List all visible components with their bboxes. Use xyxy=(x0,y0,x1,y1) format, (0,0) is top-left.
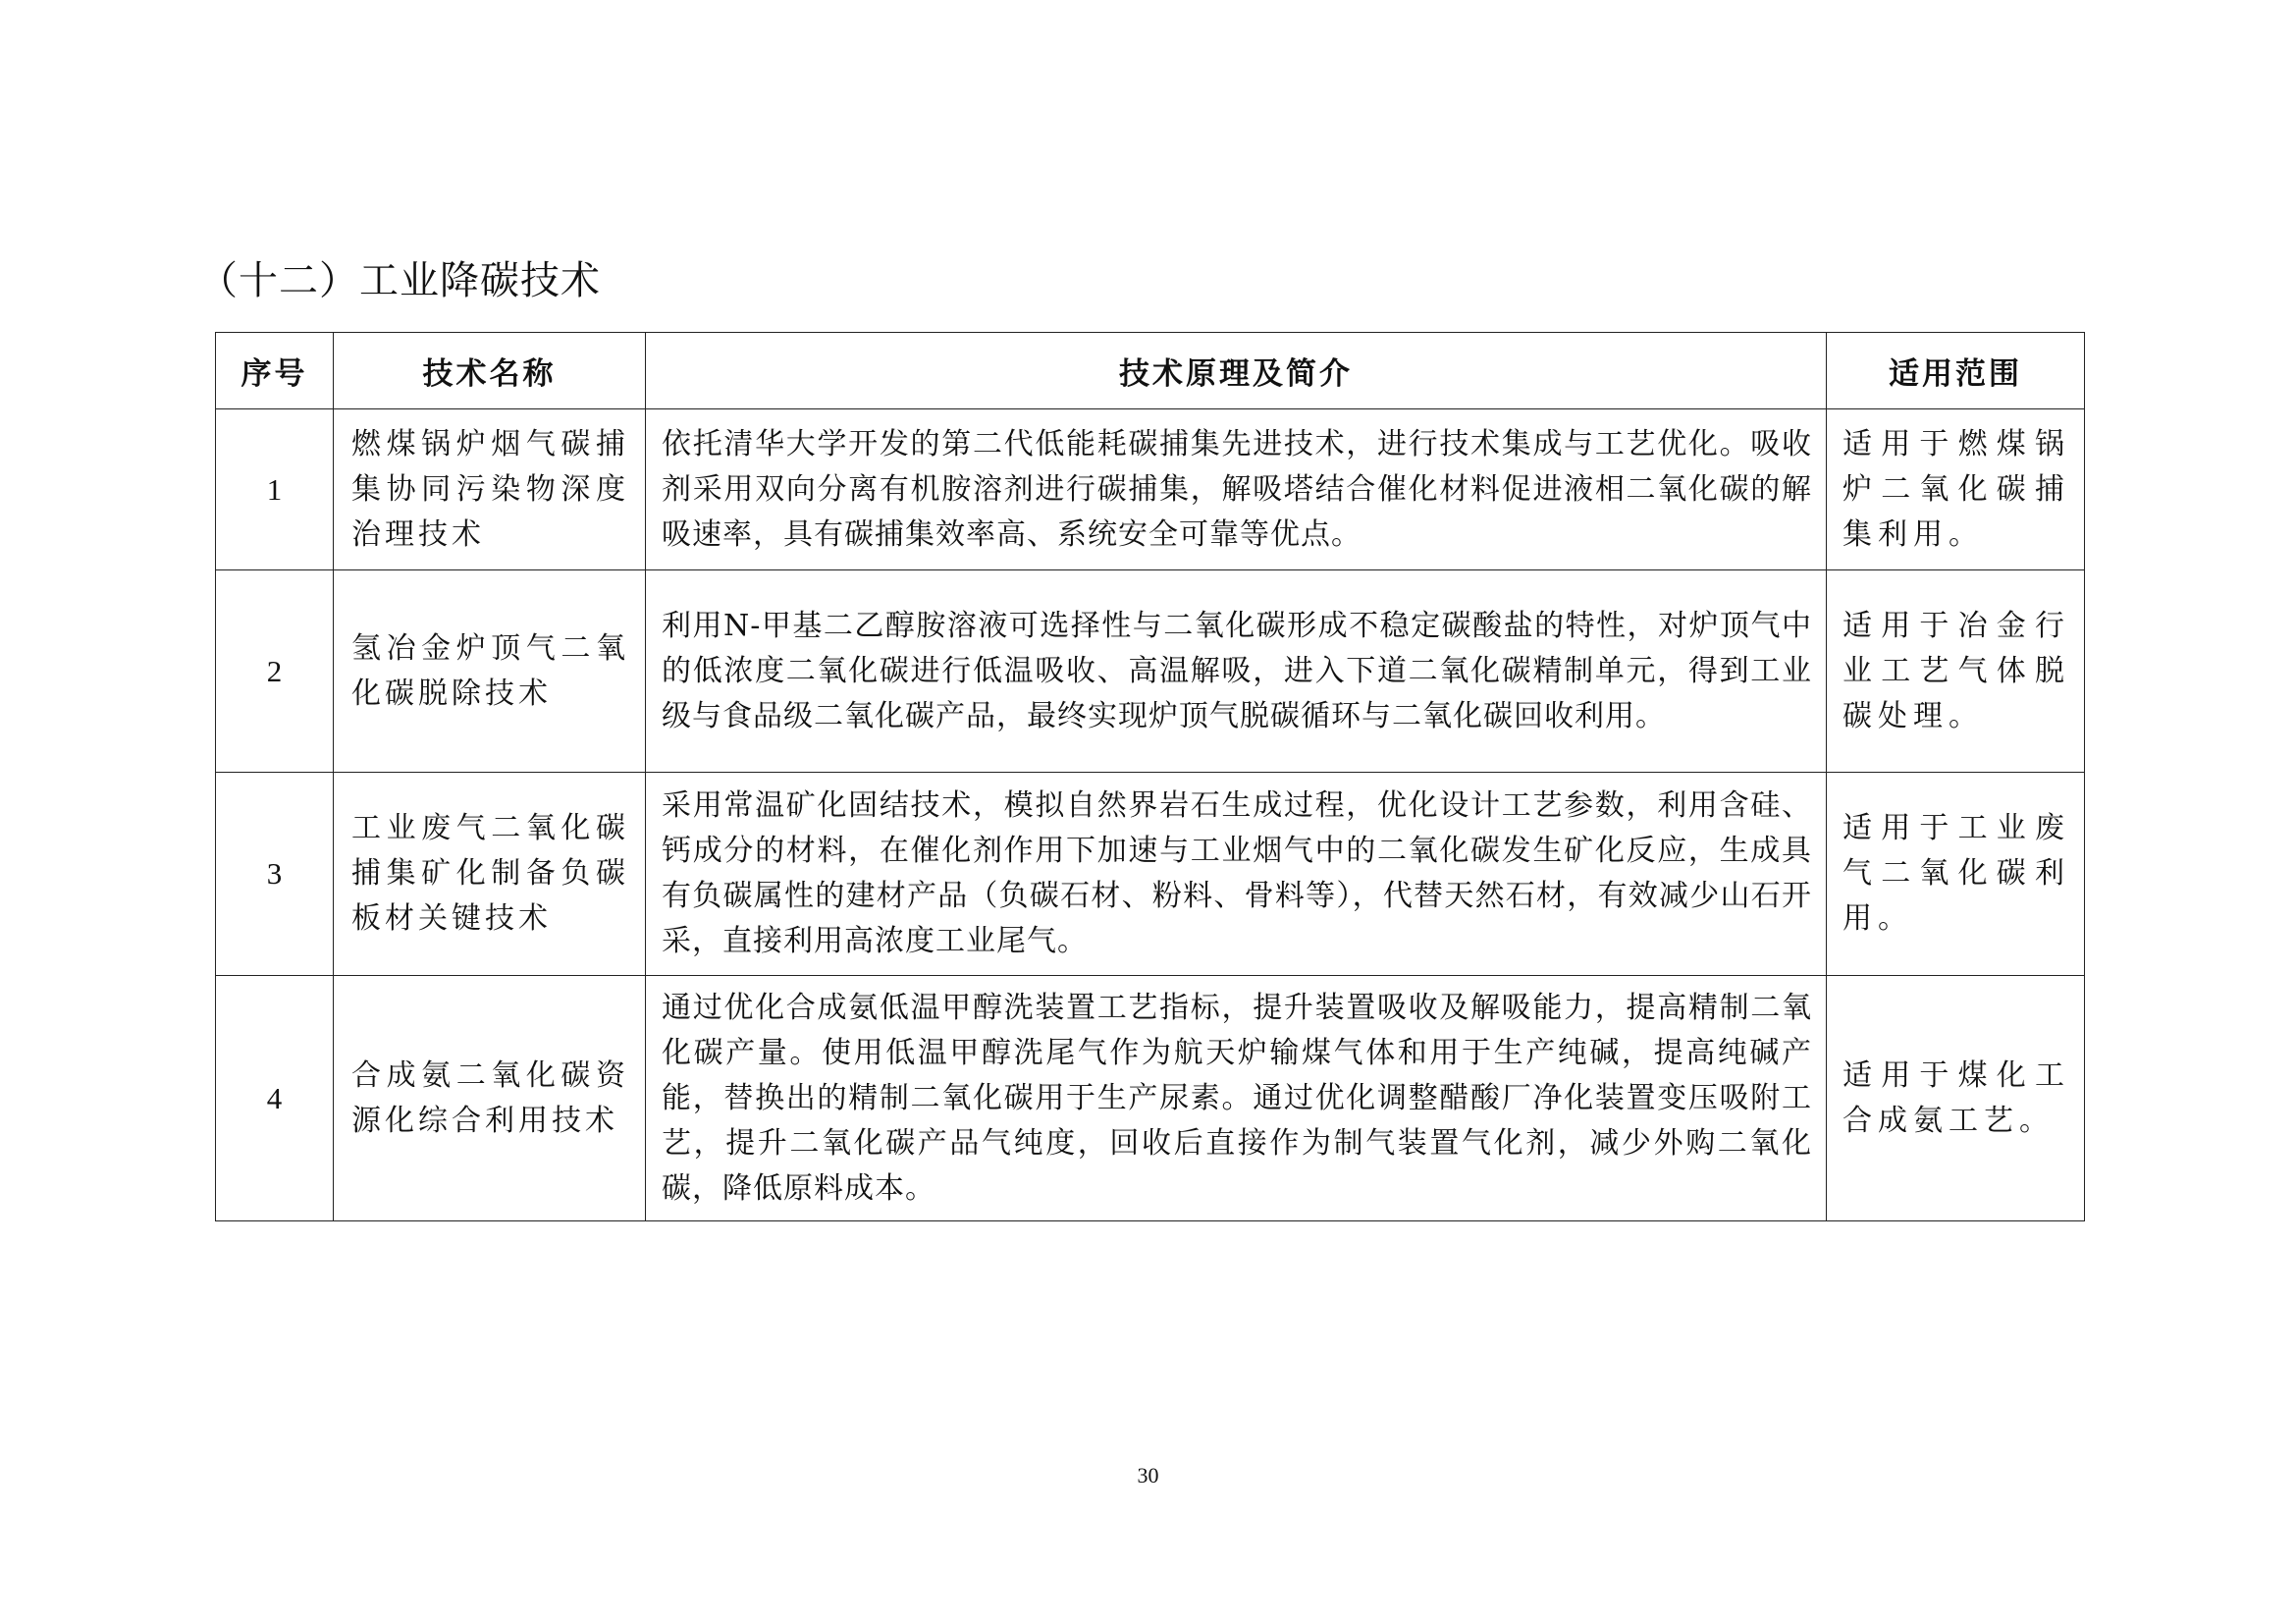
section-title: （十二）工业降碳技术 xyxy=(198,258,601,303)
technology-table xyxy=(215,332,2085,1221)
cell-desc: 采用常温矿化固结技术，模拟自然界岩石生成过程，优化设计工艺参数，利用含硅、钙成分的材料，在催化剂作用下加速与工业烟气中的二氧化碳发生矿化反应，生成具有负碳属性的建材产品（负碳石材、粉料、骨料等），代替天然石材，有效减少山石开采，直接利用高浓度工业尾气。 xyxy=(646,773,1827,976)
cell-name: 氢冶金炉顶气二氧化碳脱除技术 xyxy=(334,570,646,773)
page-number: 30 xyxy=(1137,1463,1159,1488)
cell-name: 燃煤锅炉烟气碳捕集协同污染物深度治理技术 xyxy=(334,409,646,570)
cell-name: 工业废气二氧化碳捕集矿化制备负碳板材关键技术 xyxy=(334,773,646,976)
cell-scope: 适用于工业废气二氧化碳利用。 xyxy=(1827,773,2085,976)
table-header-row xyxy=(216,333,2085,409)
cell-scope: 适用于煤化工合成氨工艺。 xyxy=(1827,976,2085,1221)
header-seq: 序号 xyxy=(216,333,334,409)
cell-seq: 3 xyxy=(216,773,334,976)
header-scope: 适用范围 xyxy=(1827,333,2085,409)
cell-scope: 适用于冶金行业工艺气体脱碳处理。 xyxy=(1827,570,2085,773)
table-row xyxy=(216,570,2085,773)
cell-name: 合成氨二氧化碳资源化综合利用技术 xyxy=(334,976,646,1221)
table-row xyxy=(216,976,2085,1221)
cell-desc: 利用N-甲基二乙醇胺溶液可选择性与二氧化碳形成不稳定碳酸盐的特性，对炉顶气中的低浓度二氧化碳进行低温吸收、高温解吸，进入下道二氧化碳精制单元，得到工业级与食品级二氧化碳产品，最终实现炉顶气脱碳循环与二氧化碳回收利用。 xyxy=(646,570,1827,773)
cell-desc: 通过优化合成氨低温甲醇洗装置工艺指标，提升装置吸收及解吸能力，提高精制二氧化碳产量。使用低温甲醇洗尾气作为航天炉输煤气体和用于生产纯碱，提高纯碱产能，替换出的精制二氧化碳用于生产尿素。通过优化调整醋酸厂净化装置变压吸附工艺，提升二氧化碳产品气纯度，回收后直接作为制气装置气化剂，减少外购二氧化碳，降低原料成本。 xyxy=(646,976,1827,1221)
header-name: 技术名称 xyxy=(334,333,646,409)
cell-seq: 2 xyxy=(216,570,334,773)
cell-desc: 依托清华大学开发的第二代低能耗碳捕集先进技术，进行技术集成与工艺优化。吸收剂采用双向分离有机胺溶剂进行碳捕集，解吸塔结合催化材料促进液相二氧化碳的解吸速率，具有碳捕集效率高、系统安全可靠等优点。 xyxy=(646,409,1827,570)
cell-scope: 适用于燃煤锅炉二氧化碳捕集利用。 xyxy=(1827,409,2085,570)
table-row xyxy=(216,409,2085,570)
table-row xyxy=(216,773,2085,976)
cell-seq: 4 xyxy=(216,976,334,1221)
cell-seq: 1 xyxy=(216,409,334,570)
header-desc: 技术原理及简介 xyxy=(646,333,1827,409)
